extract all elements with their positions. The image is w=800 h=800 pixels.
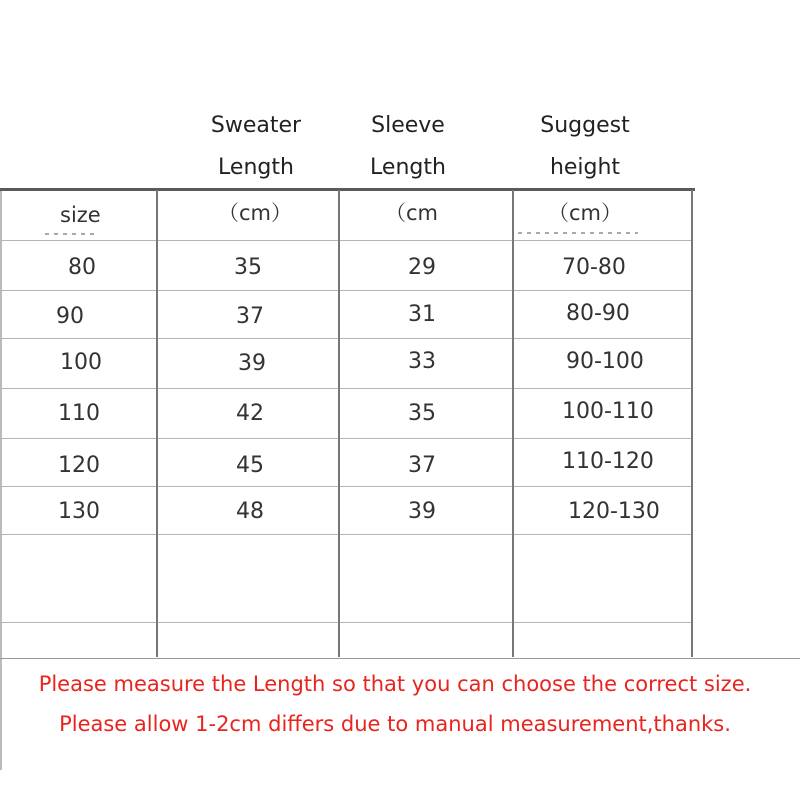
header-suggest-height <box>525 105 645 189</box>
cell-sweater-length: 37 <box>236 304 264 329</box>
cell-suggest-height: 100-110 <box>562 399 654 424</box>
header-sweater-line1: Sweater <box>210 113 302 138</box>
table-row-divider <box>0 338 693 339</box>
cell-suggest-height: 90-100 <box>566 349 644 374</box>
measure-note: Please measure the Length so that you can choose the correct size. <box>38 672 752 696</box>
table-column-divider <box>691 190 693 657</box>
unit-sweater-cm: （cm） <box>218 201 293 225</box>
table-top-border <box>0 188 695 191</box>
cell-sleeve-length: 39 <box>408 499 436 524</box>
cell-size: 90 <box>56 304 84 329</box>
cell-sweater-length: 35 <box>234 255 262 280</box>
cell-suggest-height: 110-120 <box>562 449 654 474</box>
table-column-divider <box>156 190 158 657</box>
cell-sweater-length: 45 <box>236 453 264 478</box>
table-row-divider <box>0 290 693 291</box>
cell-sweater-length: 48 <box>236 499 264 524</box>
table-row-divider <box>0 240 693 241</box>
cell-suggest-height: 70-80 <box>562 255 626 280</box>
header-sweater-length <box>196 105 316 189</box>
unit-height-cm: （cm） <box>548 201 623 225</box>
header-sweater-line2: Length <box>218 155 294 180</box>
table-row-divider <box>0 388 693 389</box>
allowance-note: Please allow 1-2cm differs due to manual measurement,thanks. <box>59 712 731 736</box>
decorative-dots <box>518 232 638 234</box>
cell-sleeve-length: 29 <box>408 255 436 280</box>
header-sleeve-line1: Sleeve <box>371 113 445 138</box>
table-row-divider <box>0 438 693 439</box>
header-height-line1: Suggest <box>540 113 630 138</box>
table-row-divider <box>0 486 693 487</box>
table-row-divider <box>0 622 693 623</box>
header-sleeve-line2: Length <box>370 155 446 180</box>
cell-sleeve-length: 35 <box>408 401 436 426</box>
decorative-dots <box>45 233 95 235</box>
cell-sleeve-length: 33 <box>408 349 436 374</box>
cell-size: 80 <box>68 255 96 280</box>
cell-size: 110 <box>58 401 100 426</box>
cell-suggest-height: 120-130 <box>568 499 660 524</box>
table-column-divider <box>338 190 340 657</box>
unit-sleeve-cm: （cm <box>385 201 439 225</box>
header-size: size <box>60 203 101 227</box>
cell-suggest-height: 80-90 <box>566 301 630 326</box>
cell-sleeve-length: 31 <box>408 302 436 327</box>
cell-size: 120 <box>58 453 100 478</box>
cell-sweater-length: 42 <box>236 401 264 426</box>
header-sleeve-length <box>348 105 468 189</box>
cell-size: 130 <box>58 499 100 524</box>
header-height-line2: height <box>549 155 621 180</box>
cell-size: 100 <box>60 350 102 375</box>
table-row-divider <box>0 534 693 535</box>
cell-sleeve-length: 37 <box>408 453 436 478</box>
table-column-divider <box>512 190 514 657</box>
cell-sweater-length: 39 <box>238 351 266 376</box>
table-bottom-border <box>0 658 800 659</box>
